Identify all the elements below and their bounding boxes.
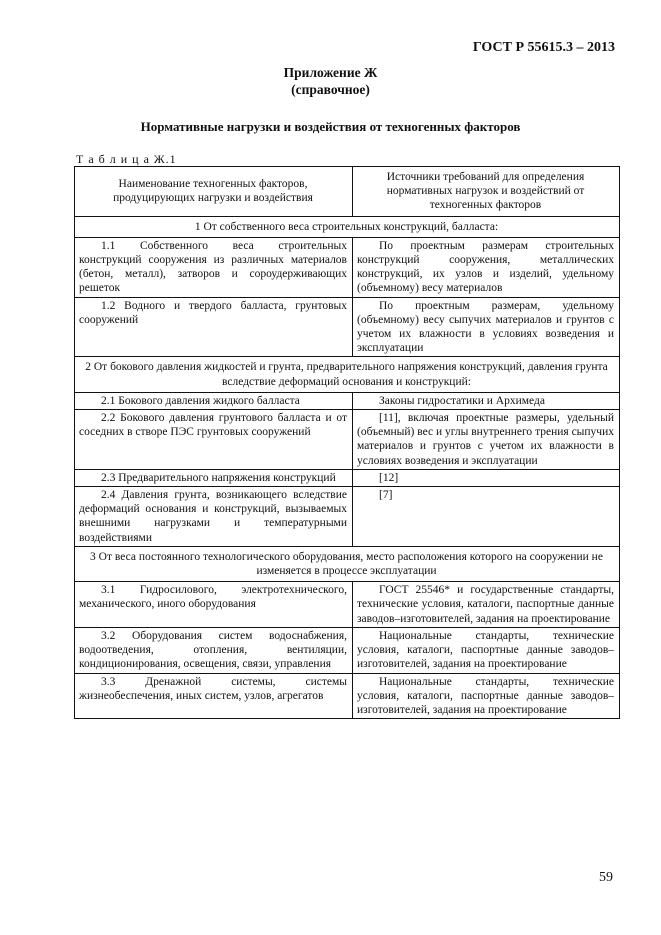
source-cell: [12] [353,469,620,486]
factor-cell: 3.1 Гидросилового, электротехнического, механического, иного оборудования [75,582,353,628]
factor-cell: 2.3 Предварительного напряжения конструкций [75,469,353,486]
table-row [75,297,620,357]
appendix-title: Приложение Ж [283,65,378,80]
section-heading-2: 2 От бокового давления жидкостей и грунта, предварительного напряжения конструкций, давления грунта вследствие деформаций основания и конструкций: [75,357,620,392]
source-cell: [7] [353,487,620,547]
source-cell: По проектным размерам строительных конструкций сооружения, металлических конструкций, их узлов и изделий, удельному (объемному) весу материалов [353,237,620,297]
page-number: 59 [599,870,613,885]
section-heading-1: 1 От собственного веса строительных конструкций, балласта: [75,216,620,237]
table-row [75,673,620,719]
factor-cell: 1.2 Водного и твердого балласта, грунтовых сооружений [75,297,353,357]
table-header-row [75,167,620,217]
section-row [75,546,620,581]
table-row [75,410,620,470]
factor-cell: 2.4 Давления грунта, возникающего вследствие деформаций основания и конструкций, вызываемых внешними нагрузками и температурными воздействиями [75,487,353,547]
table-row [75,392,620,409]
factor-cell: 1.1 Собственного веса строительных конструкций сооружения из различных материалов (бетон, металл), затворов и сороудерживающих решеток [75,237,353,297]
table-row [75,582,620,628]
document-code: ГОСТ Р 55615.3 – 2013 [472,40,615,55]
appendix-heading [0,64,661,98]
factor-cell: 2.1 Бокового давления жидкого балласта [75,392,353,409]
table-row [75,627,620,673]
factor-cell: 3.2 Оборудования систем водоснабжения, водоотведения, отопления, вентиляции, кондиционирования, освещения, связи, управления [75,627,353,673]
source-cell: Национальные стандарты, технические условия, каталоги, паспортные данные заводов–изготовителей, задания на проектирование [353,627,620,673]
table-row [75,237,620,297]
loads-table [74,166,620,719]
source-cell: Законы гидростатики и Архимеда [353,392,620,409]
section-heading-3: 3 От веса постоянного технологического оборудования, место расположения которого на сооружении не изменяется в процессе эксплуатации [75,546,620,581]
section-row [75,357,620,392]
source-cell: По проектным размерам, удельному (объемному) весу сыпучих материалов и грунтов с учетом их влажности в условиях возведения и эксплуатации [353,297,620,357]
section-row [75,216,620,237]
appendix-note: (справочное) [291,82,370,97]
column-header-sources: Источники требований для определения нормативных нагрузок и воздействий от техногенных факторов [353,167,620,217]
source-cell: Национальные стандарты, технические условия, каталоги, паспортные данные заводов–изготовителей, задания на проектирование [353,673,620,719]
table-row [75,487,620,547]
factor-cell: 2.2 Бокового давления грунтового балласта и от соседних в створе ПЭС грунтовых сооружений [75,410,353,470]
source-cell: [11], включая проектные размеры, удельный (объемный) вес и углы внутреннего трения сыпучих материалов и грунтов с учетом их влажности в условиях возведения и эксплуатации [353,410,620,470]
column-header-factors: Наименование техногенных факторов, продуцирующих нагрузки и воздействия [75,167,353,217]
table-row [75,469,620,486]
source-cell: ГОСТ 25546* и государственные стандарты, технические условия, каталоги, паспортные данные заводов–изготовителей, задания на проектирование [353,582,620,628]
table-label: Т а б л и ц а Ж.1 [76,152,177,166]
document-title: Нормативные нагрузки и воздействия от техногенных факторов [140,119,521,134]
factor-cell: 3.3 Дренажной системы, системы жизнеобеспечения, иных систем, узлов, агрегатов [75,673,353,719]
